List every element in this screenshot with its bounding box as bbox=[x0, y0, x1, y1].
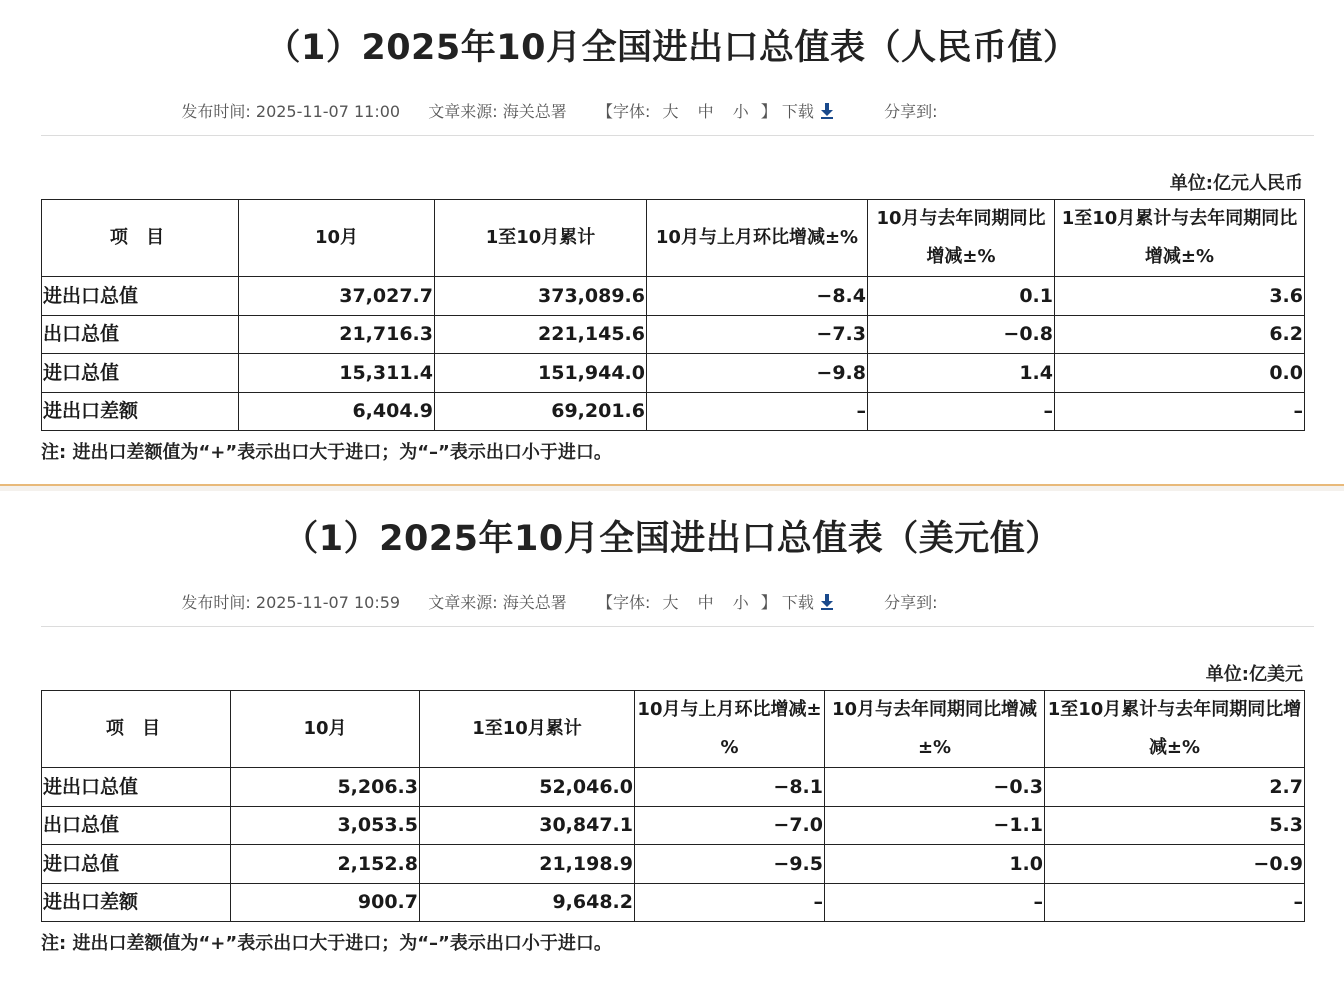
trade-value-table-rmb bbox=[41, 199, 1305, 431]
table-row bbox=[42, 845, 1305, 884]
cell-cumulative-yoy: – bbox=[1045, 883, 1305, 922]
font-size-large-link[interactable]: 大 bbox=[662, 102, 679, 121]
cell-cumulative-yoy: −0.9 bbox=[1045, 845, 1305, 884]
header-month: 10月 bbox=[231, 691, 420, 768]
table-footnote: 注: 进出口差额值为“+”表示出口大于进口；为“–”表示出口小于进口。 bbox=[41, 933, 612, 954]
table-row bbox=[42, 277, 1305, 316]
page-title: （1）2025年10月全国进出口总值表（人民币值） bbox=[265, 28, 1079, 68]
download-link[interactable] bbox=[782, 590, 834, 615]
table-row bbox=[42, 392, 1305, 431]
trade-value-table-usd bbox=[41, 690, 1305, 922]
cell-mom: −9.8 bbox=[647, 354, 868, 393]
cell-month: 2,152.8 bbox=[231, 845, 420, 884]
cell-cumulative-yoy: 0.0 bbox=[1055, 354, 1305, 393]
download-arrow-icon bbox=[820, 102, 834, 124]
article-meta bbox=[0, 590, 1344, 615]
font-size-small-link[interactable]: 小 bbox=[732, 102, 749, 121]
cell-mom: −8.1 bbox=[635, 768, 825, 807]
cell-cumulative: 373,089.6 bbox=[435, 277, 647, 316]
table-row bbox=[42, 806, 1305, 845]
cell-yoy: – bbox=[868, 392, 1055, 431]
cell-mom: −8.4 bbox=[647, 277, 868, 316]
cell-yoy: −0.3 bbox=[825, 768, 1045, 807]
font-size-open: 【字体: bbox=[596, 593, 651, 612]
cell-mom: −9.5 bbox=[635, 845, 825, 884]
cell-yoy: 1.0 bbox=[825, 845, 1045, 884]
source-name: 海关总署 bbox=[502, 593, 567, 612]
font-size-open: 【字体: bbox=[596, 102, 651, 121]
table-row bbox=[42, 354, 1305, 393]
table-footnote: 注: 进出口差额值为“+”表示出口大于进口；为“–”表示出口小于进口。 bbox=[41, 442, 612, 463]
cell-mom: −7.0 bbox=[635, 806, 825, 845]
share-label: 分享到: bbox=[884, 102, 938, 121]
row-label: 进出口差额 bbox=[42, 392, 239, 431]
source-name: 海关总署 bbox=[502, 102, 567, 121]
font-size-large-link[interactable]: 大 bbox=[662, 593, 679, 612]
download-label: 下载 bbox=[781, 102, 814, 121]
cell-mom: – bbox=[635, 883, 825, 922]
row-label: 进口总值 bbox=[42, 354, 239, 393]
section-divider bbox=[0, 484, 1344, 491]
row-label: 出口总值 bbox=[42, 806, 231, 845]
row-label: 进出口总值 bbox=[42, 277, 239, 316]
header-mom-change: 10月与上月环比增减±% bbox=[635, 691, 825, 768]
rmb-table-section bbox=[0, 0, 1344, 484]
table-header-row bbox=[42, 200, 1305, 277]
cell-month: 37,027.7 bbox=[239, 277, 435, 316]
cell-month: 15,311.4 bbox=[239, 354, 435, 393]
cell-month: 5,206.3 bbox=[231, 768, 420, 807]
cell-yoy: −1.1 bbox=[825, 806, 1045, 845]
font-size-close: 】 bbox=[760, 102, 777, 121]
header-cumulative-yoy-change: 1至10月累计与去年同期同比增减±% bbox=[1055, 200, 1305, 277]
cell-cumulative: 30,847.1 bbox=[420, 806, 635, 845]
header-cumulative-yoy-change: 1至10月累计与去年同期同比增减±% bbox=[1045, 691, 1305, 768]
cell-yoy: 0.1 bbox=[868, 277, 1055, 316]
meta-divider bbox=[41, 626, 1314, 627]
header-cumulative: 1至10月累计 bbox=[420, 691, 635, 768]
header-yoy-change: 10月与去年同期同比增减±% bbox=[868, 200, 1055, 277]
header-yoy-change: 10月与去年同期同比增减±% bbox=[825, 691, 1045, 768]
publish-time: 2025-11-07 10:59 bbox=[255, 593, 401, 612]
cell-cumulative: 69,201.6 bbox=[435, 392, 647, 431]
cell-yoy: – bbox=[825, 883, 1045, 922]
font-size-close: 】 bbox=[760, 593, 777, 612]
cell-cumulative-yoy: 6.2 bbox=[1055, 315, 1305, 354]
cell-cumulative: 9,648.2 bbox=[420, 883, 635, 922]
cell-month: 900.7 bbox=[231, 883, 420, 922]
unit-label: 单位:亿元人民币 bbox=[1169, 173, 1303, 194]
font-size-small-link[interactable]: 小 bbox=[732, 593, 749, 612]
cell-mom: – bbox=[647, 392, 868, 431]
unit-label: 单位:亿美元 bbox=[1205, 664, 1303, 685]
table-header-row bbox=[42, 691, 1305, 768]
publish-label: 发布时间: bbox=[181, 102, 251, 121]
cell-yoy: 1.4 bbox=[868, 354, 1055, 393]
download-label: 下载 bbox=[781, 593, 814, 612]
header-item: 项 目 bbox=[42, 200, 239, 277]
cell-cumulative-yoy: 2.7 bbox=[1045, 768, 1305, 807]
source-label: 文章来源: bbox=[428, 593, 498, 612]
usd-table-section bbox=[0, 491, 1344, 1005]
share-label: 分享到: bbox=[884, 593, 938, 612]
publish-label: 发布时间: bbox=[181, 593, 251, 612]
publish-time: 2025-11-07 11:00 bbox=[255, 102, 401, 121]
table-row bbox=[42, 883, 1305, 922]
cell-cumulative-yoy: 5.3 bbox=[1045, 806, 1305, 845]
download-arrow-icon bbox=[820, 593, 834, 615]
cell-cumulative-yoy: – bbox=[1055, 392, 1305, 431]
cell-cumulative: 221,145.6 bbox=[435, 315, 647, 354]
source-label: 文章来源: bbox=[428, 102, 498, 121]
row-label: 进口总值 bbox=[42, 845, 231, 884]
cell-cumulative-yoy: 3.6 bbox=[1055, 277, 1305, 316]
cell-month: 6,404.9 bbox=[239, 392, 435, 431]
header-cumulative: 1至10月累计 bbox=[435, 200, 647, 277]
cell-month: 3,053.5 bbox=[231, 806, 420, 845]
cell-cumulative: 151,944.0 bbox=[435, 354, 647, 393]
page-title: （1）2025年10月全国进出口总值表（美元值） bbox=[283, 519, 1061, 559]
row-label: 进出口总值 bbox=[42, 768, 231, 807]
row-label: 进出口差额 bbox=[42, 883, 231, 922]
cell-yoy: −0.8 bbox=[868, 315, 1055, 354]
download-link[interactable] bbox=[782, 99, 834, 124]
header-item: 项 目 bbox=[42, 691, 231, 768]
table-row bbox=[42, 315, 1305, 354]
header-mom-change: 10月与上月环比增减±% bbox=[647, 200, 868, 277]
table-row bbox=[42, 768, 1305, 807]
article-meta bbox=[0, 99, 1344, 124]
cell-cumulative: 21,198.9 bbox=[420, 845, 635, 884]
font-size-medium-link[interactable]: 中 bbox=[697, 593, 714, 612]
meta-divider bbox=[41, 135, 1314, 136]
font-size-medium-link[interactable]: 中 bbox=[697, 102, 714, 121]
header-month: 10月 bbox=[239, 200, 435, 277]
cell-mom: −7.3 bbox=[647, 315, 868, 354]
row-label: 出口总值 bbox=[42, 315, 239, 354]
cell-cumulative: 52,046.0 bbox=[420, 768, 635, 807]
cell-month: 21,716.3 bbox=[239, 315, 435, 354]
